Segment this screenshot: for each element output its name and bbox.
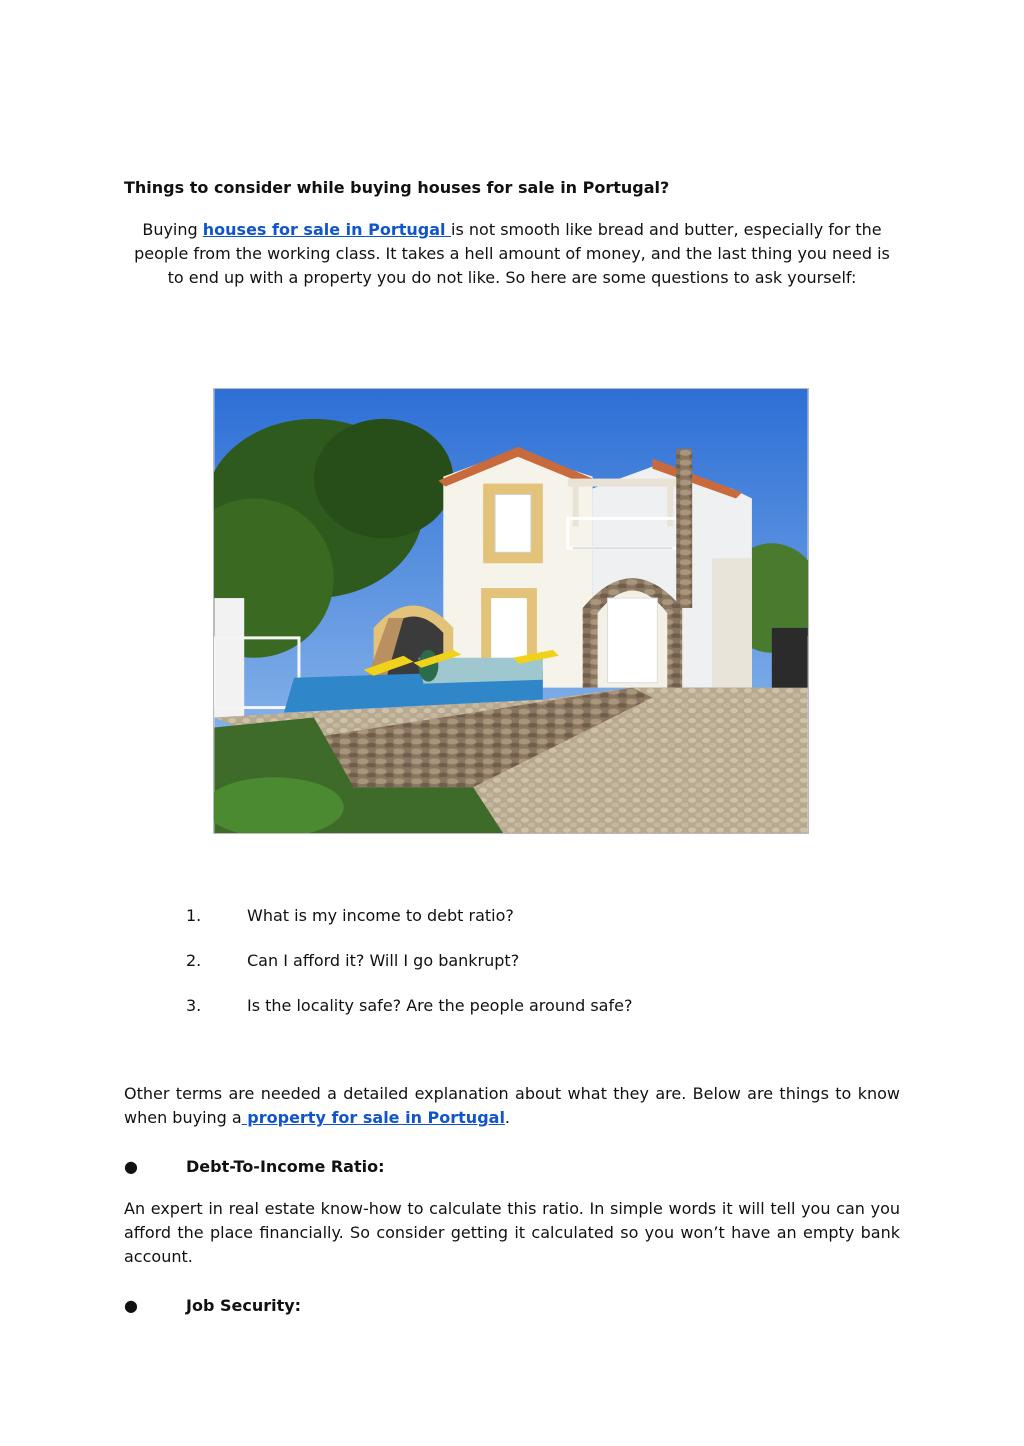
bullet-dot: ● (124, 1157, 138, 1176)
list-item (0, 951, 800, 975)
list-number: 1. (186, 906, 202, 925)
intro-paragraph (124, 218, 900, 290)
debt-ratio-paragraph: An expert in real estate know-how to calculate this ratio. In simple words it will tell you can you afford the place financially. So consider getting it calculated so you won’t have an empty bank account. (124, 1199, 900, 1266)
bullet-dot: ● (124, 1296, 138, 1315)
intro-text-after: is not smooth like bread and butter, especially for the people from the working class. It takes a hell amount of money, and the last thing you need is to end up with a property you do not like. So here are some questions to ask yourself: (134, 220, 890, 287)
shutter-shape (608, 598, 658, 683)
terms-text-after: . (504, 1108, 511, 1127)
bullet-job-security (124, 1296, 824, 1320)
list-number: 2. (186, 951, 202, 970)
list-text: Is the locality safe? Are the people around safe? (247, 996, 633, 1015)
houses-for-sale-link[interactable]: houses for sale in Portugal (202, 220, 452, 239)
house-photo (213, 388, 809, 834)
stone-column-shape (676, 449, 692, 608)
list-text: Can I afford it? Will I go bankrupt? (247, 951, 520, 970)
terms-paragraph (124, 1082, 900, 1130)
bullet-label: Job Security: (186, 1296, 302, 1315)
window-shape (495, 495, 531, 553)
list-number: 3. (186, 996, 202, 1015)
bullet-label: Debt-To-Income Ratio: (186, 1157, 385, 1176)
car-shape (772, 628, 808, 688)
pergola-shape (568, 479, 678, 487)
list-text: What is my income to debt ratio? (247, 906, 514, 925)
page-heading: Things to consider while buying houses for sale in Portugal? (124, 178, 670, 197)
property-for-sale-link[interactable]: property for sale in Portugal (241, 1108, 505, 1127)
terms-text-before: Other terms are needed a detailed explanation about what they are. Below are things to know when buying a (124, 1084, 900, 1127)
list-item (0, 996, 800, 1020)
bullet-debt-to-income (124, 1157, 824, 1181)
intro-text-before: Buying (142, 220, 203, 239)
tree-shape (314, 419, 453, 538)
list-item (0, 906, 800, 930)
